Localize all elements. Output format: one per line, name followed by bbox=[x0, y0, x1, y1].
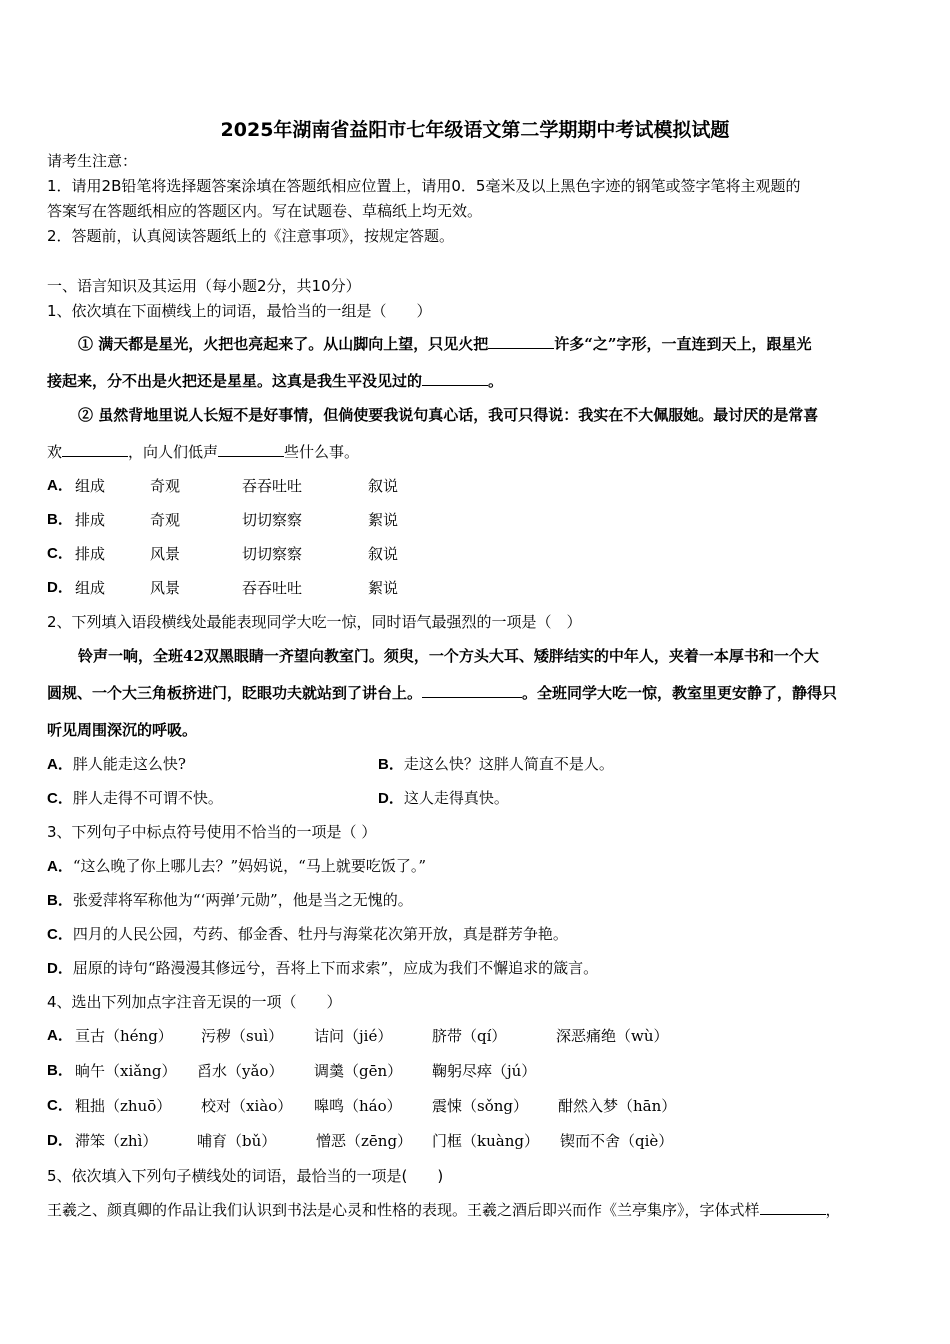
q2-option-c bbox=[47, 788, 223, 809]
q3-option-b bbox=[47, 890, 413, 911]
pinyin-item: 亘古（héng） bbox=[75, 1027, 173, 1045]
q1-stem: 1、依次填在下面横线上的词语，最恰当的一组是（ ） bbox=[47, 302, 432, 320]
option-word: 絮说 bbox=[368, 511, 399, 529]
option-text: 胖人走得不可谓不快。 bbox=[72, 789, 223, 807]
q3-option-a bbox=[47, 856, 426, 877]
option-word: 吞吞吐吐 bbox=[242, 477, 303, 495]
option-label: D． bbox=[378, 790, 404, 807]
pinyin-item: 校对（xiào） bbox=[201, 1097, 293, 1115]
blank-line bbox=[62, 442, 128, 457]
option-text: 屈原的诗句“路漫漫其修远兮，吾将上下而求索”，应成为我们不懈追求的箴言。 bbox=[72, 959, 599, 977]
option-word: 排成 bbox=[75, 545, 106, 563]
pinyin-item: 嗥鸣（háo） bbox=[314, 1097, 402, 1115]
pinyin-item: 晌午（xiǎng） bbox=[75, 1062, 177, 1080]
q1-passage-1-text-a: ① 满天都是星光，火把也亮起来了。从山脚向上望，只见火把 bbox=[78, 335, 489, 353]
notice-heading: 请考生注意： bbox=[47, 152, 138, 170]
q1-passage-1-line-2 bbox=[47, 371, 503, 391]
blank-line bbox=[218, 442, 284, 457]
option-label: A． bbox=[47, 858, 73, 875]
q2-option-a bbox=[47, 754, 186, 775]
q2-passage-line-1: 铃声一响，全班42双黑眼睛一齐望向教室门。须臾，一个方头大耳、矮胖结实的中年人，夹着一本厚书和一个大 bbox=[78, 647, 819, 665]
option-text: 胖人能走这么快? bbox=[72, 755, 186, 773]
option-label: B． bbox=[47, 1062, 73, 1079]
option-label: B． bbox=[47, 511, 73, 528]
q3-option-d bbox=[47, 958, 598, 979]
option-word: 风景 bbox=[150, 579, 181, 597]
pinyin-item: 调羹（gēn） bbox=[314, 1062, 403, 1080]
q1-passage-1-text-d: 。 bbox=[488, 372, 504, 390]
q1-passage-2-line-1: ② 虽然背地里说人长短不是好事情，但倘使要我说句真心话，我可只得说：我实在不大佩服她。最讨厌的是常喜 bbox=[78, 406, 819, 424]
q2-passage-line-3: 听见周围深沉的呼吸。 bbox=[47, 721, 198, 739]
option-label: B． bbox=[378, 756, 404, 773]
option-label: D． bbox=[47, 1132, 73, 1149]
option-word: 奇观 bbox=[150, 477, 181, 495]
q1-passage-2-line-2 bbox=[47, 442, 359, 462]
pinyin-item: 诘问（jié） bbox=[314, 1027, 393, 1045]
option-word: 叙说 bbox=[368, 545, 399, 563]
pinyin-item: 深恶痛绝（wù） bbox=[556, 1027, 669, 1045]
option-word: 絮说 bbox=[368, 579, 399, 597]
option-label: B． bbox=[47, 892, 73, 909]
pinyin-item: 锲而不舍（qiè） bbox=[560, 1132, 674, 1150]
option-label: C． bbox=[47, 926, 73, 943]
section-heading: 一、语言知识及其运用（每小题2分，共10分） bbox=[47, 277, 361, 295]
option-text: “这么晚了你上哪儿去？”妈妈说，“马上就要吃饭了。” bbox=[72, 857, 427, 875]
option-label: C． bbox=[47, 790, 73, 807]
pinyin-item: 舀水（yǎo） bbox=[197, 1062, 284, 1080]
option-label: D． bbox=[47, 960, 73, 977]
option-text: 张爱萍将军称他为“‘两弹’元勋”，他是当之无愧的。 bbox=[72, 891, 413, 909]
option-word: 组成 bbox=[75, 477, 106, 495]
q5-passage-text-b: ， bbox=[825, 1201, 841, 1219]
option-label: A． bbox=[47, 756, 73, 773]
pinyin-item: 酣然入梦（hān） bbox=[558, 1097, 677, 1115]
option-word: 风景 bbox=[150, 545, 181, 563]
option-word: 吞吞吐吐 bbox=[242, 579, 303, 597]
q1-passage-1-text-c: 接起来，分不出是火把还是星星。这真是我生平没见过的 bbox=[47, 372, 423, 390]
q3-stem: 3、下列句子中标点符号使用不恰当的一项是（ ） bbox=[47, 823, 377, 841]
option-word: 切切察察 bbox=[242, 511, 303, 529]
option-text: 四月的人民公园，芍药、郁金香、牡丹与海棠花次第开放，真是群芳争艳。 bbox=[72, 925, 568, 943]
option-word: 切切察察 bbox=[242, 545, 303, 563]
pinyin-item: 憎恶（zēng） bbox=[316, 1132, 413, 1150]
option-word: 组成 bbox=[75, 579, 106, 597]
notice-line-1: 1．请用2B铅笔将选择题答案涂填在答题纸相应位置上，请用0．5毫米及以上黑色字迹的钢笔或签字笔将主观题的 bbox=[47, 177, 801, 195]
q2-passage-text-b: 。全班同学大吃一惊，教室里更安静了，静得只 bbox=[522, 684, 838, 702]
q5-passage-text-a: 王羲之、颜真卿的作品让我们认识到书法是心灵和性格的表现。王羲之酒后即兴而作《兰亭集序》，字体式样 bbox=[47, 1201, 760, 1219]
q4-stem: 4、选出下列加点字注音无误的一项（ ） bbox=[47, 993, 342, 1011]
option-label: A． bbox=[47, 1027, 73, 1044]
option-word: 奇观 bbox=[150, 511, 181, 529]
blank-line bbox=[488, 334, 554, 349]
q2-option-b bbox=[378, 754, 614, 775]
notice-line-2: 答案写在答题纸相应的答题区内。写在试题卷、草稿纸上均无效。 bbox=[47, 202, 483, 220]
q1-passage-2-text-d: 些什么事。 bbox=[284, 443, 360, 461]
blank-line bbox=[422, 371, 488, 386]
q2-passage-text-a: 圆规、一个大三角板挤进门，眨眼功夫就站到了讲台上。 bbox=[47, 684, 423, 702]
q2-stem: 2、下列填入语段横线处最能表现同学大吃一惊，同时语气最强烈的一项是（ ） bbox=[47, 613, 582, 631]
q1-passage-2-text-b: 欢 bbox=[47, 443, 63, 461]
pinyin-item: 滞笨（zhì） bbox=[75, 1132, 158, 1150]
notice-line-3: 2．答题前，认真阅读答题纸上的《注意事项》，按规定答题。 bbox=[47, 227, 455, 245]
q2-option-d bbox=[378, 788, 509, 809]
option-text: 走这么快？这胖人简直不是人。 bbox=[403, 755, 614, 773]
blank-line bbox=[422, 683, 522, 698]
option-label: D． bbox=[47, 579, 73, 596]
option-text: 这人走得真快。 bbox=[403, 789, 509, 807]
blank-line bbox=[760, 1200, 826, 1215]
q3-option-c bbox=[47, 924, 568, 945]
pinyin-item: 污秽（suì） bbox=[201, 1027, 284, 1045]
pinyin-item: 门框（kuàng） bbox=[432, 1132, 539, 1150]
option-label: A． bbox=[47, 477, 73, 494]
q5-stem: 5、依次填入下列句子横线处的词语，最恰当的一项是( ) bbox=[47, 1167, 444, 1185]
q1-passage-2-text-c: ，向人们低声 bbox=[128, 443, 219, 461]
pinyin-item: 震悚（sǒng） bbox=[432, 1097, 528, 1115]
pinyin-item: 哺育（bǔ） bbox=[197, 1132, 277, 1150]
q2-passage-line-2 bbox=[47, 683, 837, 703]
q5-passage-line-1 bbox=[47, 1200, 841, 1220]
option-word: 叙说 bbox=[368, 477, 399, 495]
pinyin-item: 粗拙（zhuō） bbox=[75, 1097, 172, 1115]
page-title: 2025年湖南省益阳市七年级语文第二学期期中考试模拟试题 bbox=[220, 119, 730, 141]
q1-passage-1-text-b: 许多“之”字形，一直连到天上，跟星光 bbox=[554, 335, 812, 353]
option-label: C． bbox=[47, 545, 73, 562]
option-label: C． bbox=[47, 1097, 73, 1114]
option-word: 排成 bbox=[75, 511, 106, 529]
pinyin-item: 脐带（qí） bbox=[432, 1027, 507, 1045]
q1-passage-1-line-1 bbox=[78, 334, 812, 354]
pinyin-item: 鞠躬尽瘁（jú） bbox=[432, 1062, 537, 1080]
